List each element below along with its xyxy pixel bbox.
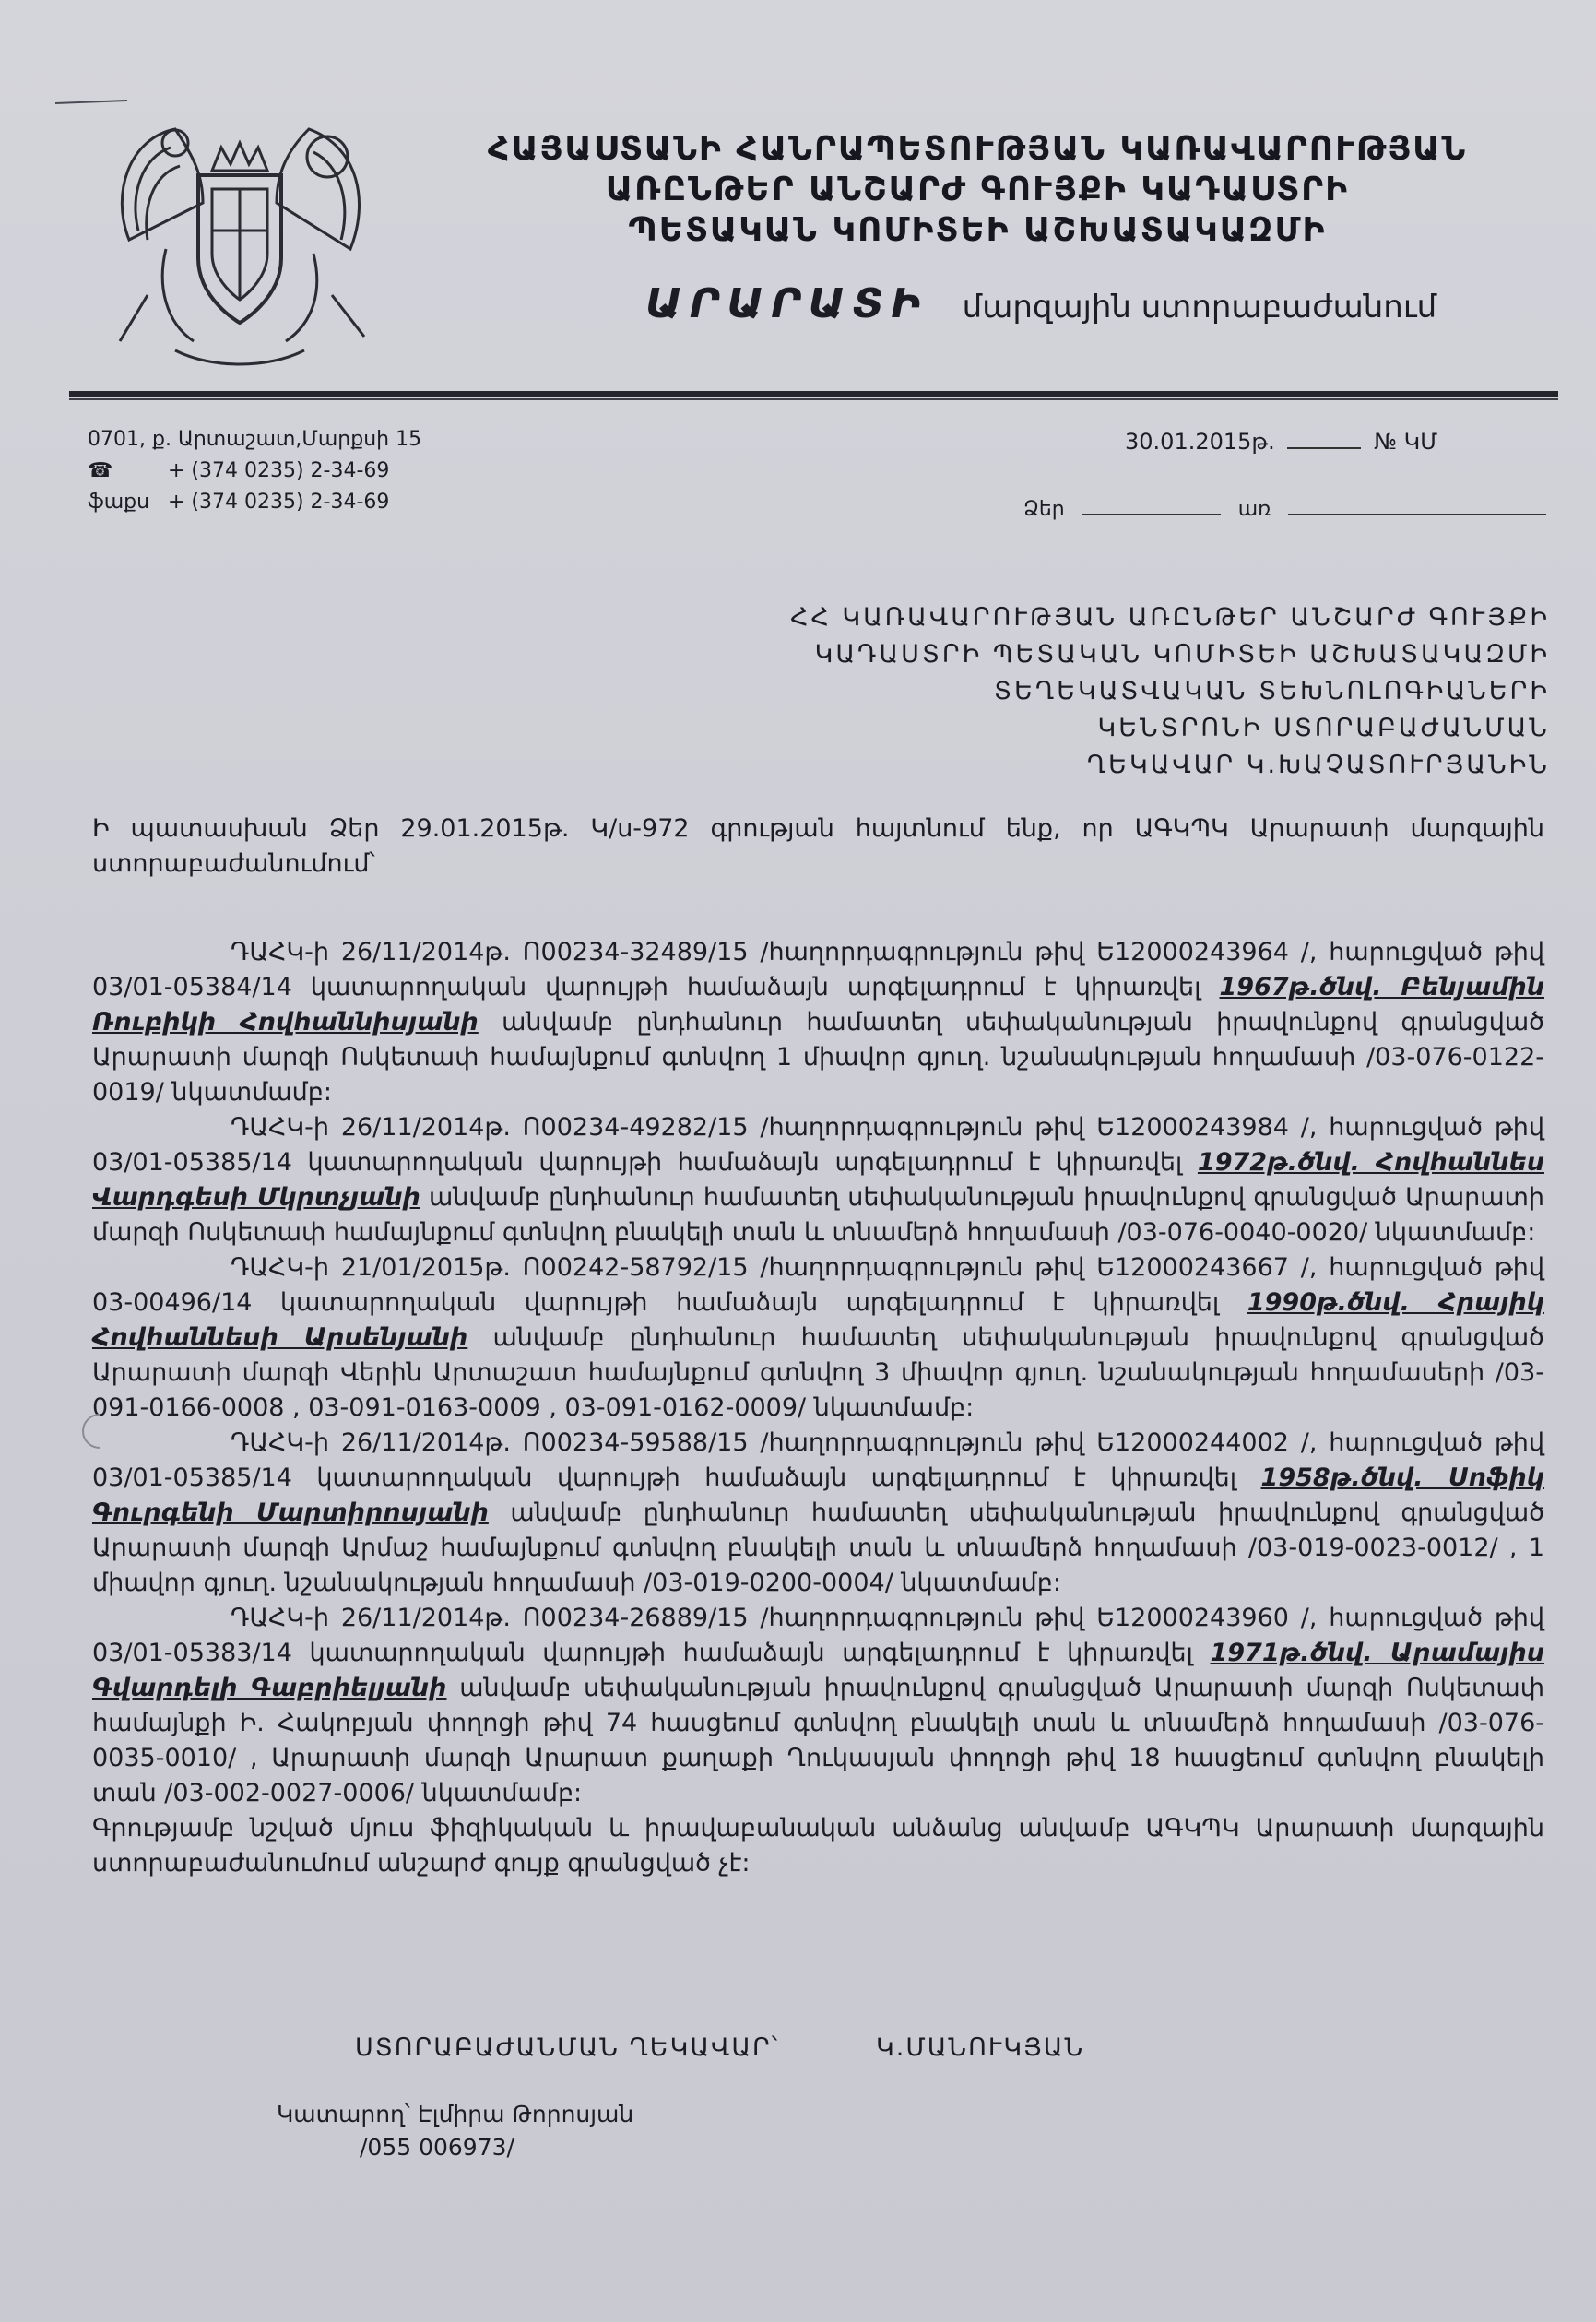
record-paragraph — [92, 1110, 1544, 1250]
branch-line — [424, 280, 1531, 327]
record-text: անվամբ ընդհանուր համատեղ սեփականության իրավունքով գրանցված Արարատի մարզի Արմաշ համայնքում գտնվող բնակելի տան և տնամերձ հողամասի /03-019-0023-0012/ , 1 միավոր գյուղ. նշանակության հողամասի /03-019-0200-0004/ նկատմամբ: — [92, 1499, 1544, 1597]
record-text: ԴԱՀԿ-ի 26/11/2014թ. Ո00234-32489/15 /հաղորդագրություն թիվ Ե12000243964 /, հարուցված թիվ 03/01-05384/14 կատարողական վարույթի համաձայն արգելադրում է կիրառվել — [92, 938, 1544, 1001]
number-label: № ԿՄ — [1374, 429, 1438, 455]
record-text: անվամբ ընդհանուր համատեղ սեփականության իրավունքով գրանցված Արարատի մարզի Վերին Արտաշատ համայնքում գտնվող 3 միավոր գյուղ. նշանակության հողամասերի /03-091-0166-0008 , 03-091-0163-0009 , 03-091-0162-0009/ նկատմամբ: — [92, 1323, 1544, 1422]
phone-number: + (374 0235) 2-34-69 — [168, 459, 390, 482]
handwritten-name: 1990թ.ծնվ. Հրայիկ Հովհաննեսի Արսենյանի — [92, 1288, 1544, 1352]
signatory-title: ՍՏՈՐԱԲԱԺԱՆՄԱՆ ՂԵԿԱՎԱՐ՝ — [355, 2033, 780, 2062]
punch-hole-mark — [72, 1411, 112, 1451]
executor-phone: /055 006973/ — [360, 2134, 514, 2161]
record-text: ԴԱՀԿ-ի 26/11/2014թ. Ո00234-26889/15 /հաղորդագրություն թիվ Ե12000243960 /, հարուցված թիվ 03/01-05383/14 կատարողական վարույթի համաձայն արգելադրում է կիրառվել — [92, 1604, 1544, 1667]
record-text: ԴԱՀԿ-ի 21/01/2015թ. Ո00242-58792/15 /հաղորդագրություն թիվ Ե12000243667 /, հարուցված թիվ 03-00496/14 կատարողական վարույթի համաձայն արգելադրում է կիրառվել — [92, 1253, 1544, 1317]
from-label: առ — [1237, 498, 1271, 521]
address: 0701, ք. Արտաշատ,Մարքսի 15 — [88, 428, 422, 451]
intro-paragraph: Ի պատասխան Ձեր 29.01.2015թ. Կ/ս-972 գրության հայտնում ենք, որ ԱԳԿՊԿ Արարատի մարզային ստորաբաժանումում՝ — [92, 814, 1544, 878]
your-label: Ձեր — [1023, 498, 1065, 521]
addressee-line: ՀՀ ԿԱՌԱՎԱՐՈՒԹՅԱՆ ԱՌԸՆԹԵՐ ԱՆՇԱՐԺ ԳՈՒՅՔԻ — [790, 603, 1550, 632]
header-divider — [69, 391, 1558, 397]
branch-name: ԱՐԱՐԱՏԻ — [645, 280, 928, 327]
signatory-name: Կ.ՄԱՆՈՒԿՅԱՆ — [876, 2033, 1085, 2062]
reference-reply — [1023, 498, 1557, 521]
phone-icon: ☎ — [88, 459, 113, 482]
header-line-1: ՀԱՅԱՍՏԱՆԻ ՀԱՆՐԱՊԵՏՈՒԹՅԱՆ ԿԱՌԱՎԱՐՈՒԹՅԱՆ — [487, 130, 1468, 168]
fax-number: + (374 0235) 2-34-69 — [168, 491, 390, 514]
handwritten-name: 1971թ.ծնվ. Արամայիս Գվարդելի Գաբրիելյանի — [92, 1639, 1544, 1702]
addressee-line: ԿԱԴԱՍՏՐԻ ՊԵՏԱԿԱՆ ԿՈՄԻՏԵԻ ԱՇԽԱՏԱԿԱԶՄԻ — [814, 640, 1550, 669]
handwritten-name: 1967թ.ծնվ. Բենյամին Ռուբիկի Հովհաննիսյանի — [92, 973, 1545, 1037]
record-paragraph — [92, 1250, 1544, 1426]
letter-body — [92, 812, 1544, 1881]
closing-paragraph: Գրությամբ նշված մյուս ֆիզիկական և իրավաբանական անձանց անվամբ ԱԳԿՊԿ Արարատի մարզային ստորաբաժանումում անշարժ գույք գրանցված չէ: — [92, 1814, 1544, 1878]
record-text: ԴԱՀԿ-ի 26/11/2014թ. Ո00234-49282/15 /հաղորդագրություն թիվ Ե12000243984 /, հարուցված թիվ 03/01-05385/14 կատարողական վարույթի համաձայն արգելադրում է կիրառվել — [92, 1113, 1544, 1177]
handwritten-name: 1958թ.ծնվ. Սոֆիկ Գուրգենի Մարտիրոսյանի — [92, 1463, 1544, 1527]
record-paragraph — [92, 935, 1544, 1110]
institution-header — [424, 129, 1531, 326]
handwritten-name: 1972թ.ծնվ. Հովհաննես Վարդգեսի Մկրտչյանի — [92, 1148, 1544, 1212]
addressee-line: ՂԵԿԱՎԱՐ Կ.ԽԱՉԱՏՈՒՐՅԱՆԻՆ — [1086, 751, 1550, 779]
addressee-line: ԿԵՆՏՐՈՆԻ ՍՏՈՐԱԲԱԺԱՆՄԱՆ — [1097, 714, 1550, 742]
record-text: անվամբ ընդհանուր համատեղ սեփականության իրավունքով գրանցված Արարատի մարզի Ոսկետափ համայնքում գտնվող 1 միավոր գյուղ. նշանակության հողամասի /03-076-0122-0019/ նկատմամբ: — [92, 1008, 1544, 1107]
fax-label: ֆաքս — [88, 491, 150, 514]
letter-date: 30.01.2015թ. — [1125, 429, 1275, 455]
record-text: անվամբ ընդհանուր համատեղ սեփականության իրավունքով գրանցված Արարատի մարզի Ոսկետափ համայնքում գտնվող բնակելի տան և տնամերձ հողամասի /03-076-0040-0020/ նկատմամբ: — [92, 1183, 1544, 1247]
record-text: անվամբ սեփականության իրավունքով գրանցված Արարատի մարզի Ոսկետափ համայնքի Ի. Հակոբյան փողոցի թիվ 74 հասցեում գտնվող բնակելի տան և տնամերձ հողամասի /03-076-0035-0010/ , Արարատի մարզի Արարատ քաղաքի Ղուկասյան փողոցի թիվ 18 հասցեում գտնվող բնակելի տան /03-002-0027-0006/ նկատմամբ: — [92, 1674, 1545, 1807]
record-paragraph — [92, 1601, 1544, 1811]
record-text: ԴԱՀԿ-ի 26/11/2014թ. Ո00234-59588/15 /հաղորդագրություն թիվ Ե12000244002 /, հարուցված թիվ 03/01-05385/14 կատարողական վարույթի համաձայն արգելադրում է կիրառվել — [92, 1428, 1544, 1492]
branch-suffix: մարզային ստորաբաժանում — [962, 289, 1437, 326]
coat-of-arms-icon — [92, 101, 387, 378]
header-divider-thin — [69, 398, 1558, 400]
contact-block — [88, 424, 421, 518]
record-paragraph — [92, 1426, 1544, 1601]
addressee-line: ՏԵՂԵԿԱՏՎԱԿԱՆ ՏԵԽՆՈԼՈԳԻԱՆԵՐԻ — [994, 677, 1550, 705]
executor-block — [277, 2098, 633, 2164]
addressee-block — [790, 599, 1550, 784]
reference-date-number — [1125, 429, 1437, 455]
phone-row — [88, 456, 421, 487]
from-blank — [1288, 514, 1546, 515]
executor-name: Կատարող՝ Էլմիրա Թորոսյան — [277, 2101, 634, 2127]
fax-row — [88, 487, 421, 518]
your-blank — [1082, 514, 1221, 515]
header-line-2: ԱՌԸՆԹԵՐ ԱՆՇԱՐԺ ԳՈՒՅՔԻ ԿԱԴԱՍՏՐԻ — [605, 171, 1350, 208]
number-blank — [1287, 447, 1361, 449]
header-line-3: ՊԵՏԱԿԱՆ ԿՈՄԻՏԵԻ ԱՇԽԱՏԱԿԱԶՄԻ — [628, 211, 1327, 249]
